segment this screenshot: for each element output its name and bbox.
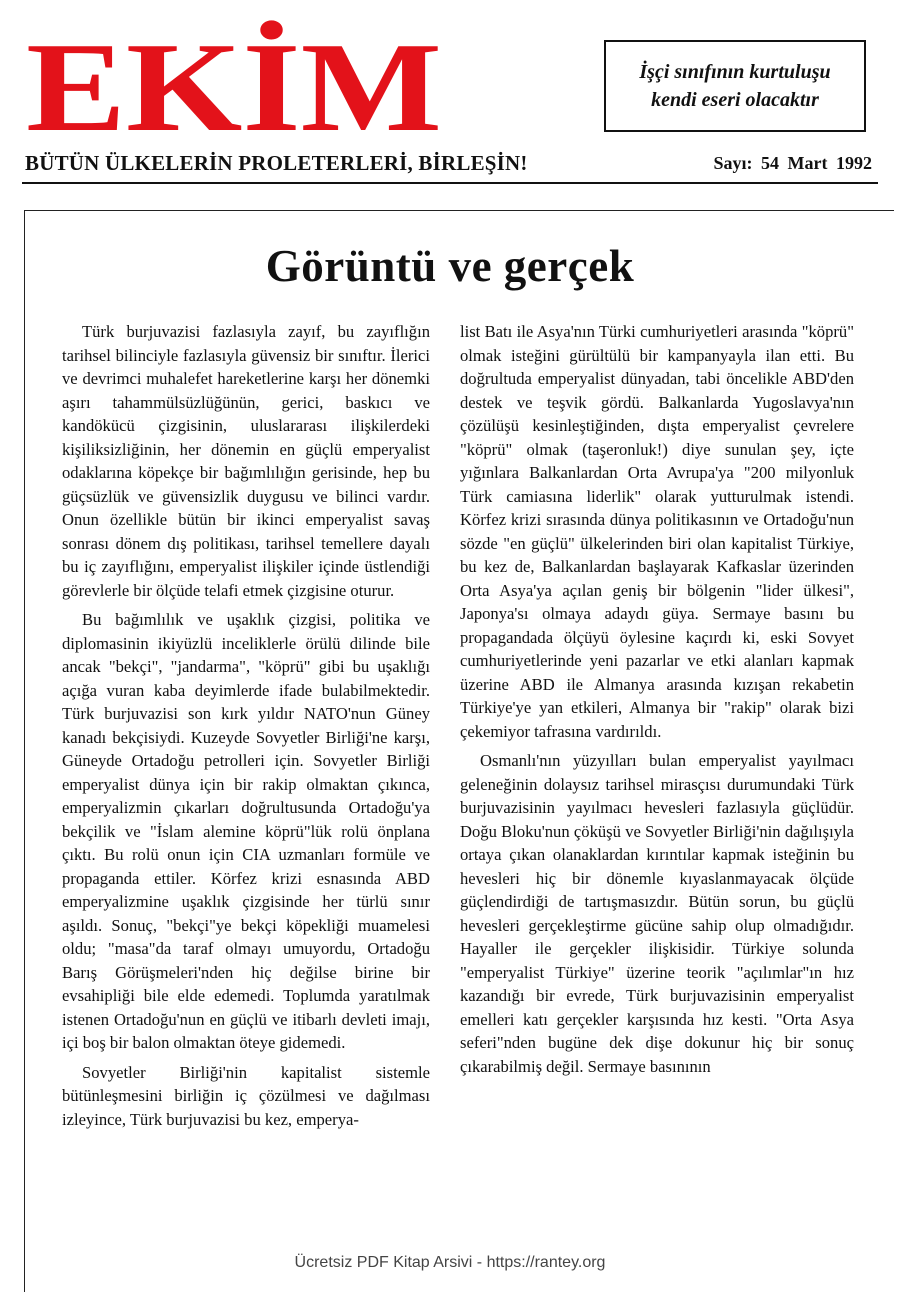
article-left-column [62, 320, 430, 1137]
footer-watermark: Ücretsiz PDF Kitap Arsivi - https://rantey.org [294, 1254, 606, 1271]
motto-line-2: kendi eseri olacaktır [651, 89, 819, 111]
paragraph: Türk burjuvazisi fazlasıyla zayıf, bu zayıflığın tarihsel bilinciyle fazlasıyla güvensiz bir sınıftır. İlerici ve devrimci muhalefet hareketlerine karşı her dönemki aşırı tahammülsüzlüğünün, gerici, baskıcı ve kandökücü çizgisinin, uluslararası ilişkilerdeki kişiliksizliğinin, her dönemin en güçlü emperyalist odaklarına köpekçe bir bağımlılığın gerisinde, hep bu güçsüzlük ve güvensizlik duygusu ve bilinci vardır. Onun özellikle bütün bir ikinci emperyalist savaş sonrası dönem dış politikası, tarihsel temellere dayalı bu iç zayıflığını, emperyalist ilişkiler içinde üstlendiği görevlerle bir ölçüde telafi etmek çizgisine oturur. [62, 322, 430, 600]
masthead-slogan: BÜTÜN ÜLKELERİN PROLETERLERİ, BİRLEŞİN! [25, 151, 528, 175]
article-right-column [460, 320, 854, 1084]
paragraph: list Batı ile Asya'nın Türki cumhuriyetleri arasında "köprü" olmak isteğini gürültülü bir kampanyayla ilan etti. Bu doğrultuda emperyalist dünyadan, tabi öncelikle ABD'den destek ve teşvik gördü. Balkanlarda Yugoslavya'nın çözülüşü kesinleştiğinden, dışta emperyalist çevrelere "köprü" olmak (taşeronluk!) diye sunulan şey, içte yığınlara Balkanlardan Orta Avrupa'ya "200 milyonluk Türk camiasına liderlik" olarak yutturulmak istendi. Körfez krizi sırasında dünya politikasının ve Ortadoğu'nun sözde "en güçlü" ülkelerinden biri olan kapitalist Türkiye, bu kez de, Balkanlardan başlayarak Kafkaslar üzerinden Orta Asya'ya açılan geniş bir bölgenin "lider ülkesi", Japonya'sı olmaya adaydı güya. Sermaye basını bu propagandada ölçüyü öylesine kaçırdı ki, eski Sovyet cumhuriyetlerinde yeni pazarlar ve etki alanları kapmak üzerine ABD ile Almanya arasında kızışan rekabetin Türkiye'ye yan etkileri, Almanya bir "rakip" olarak bizi çekemiyor tafrasına vardırıldı. [460, 322, 854, 741]
paragraph: Bu bağımlılık ve uşaklık çizgisi, politika ve diplomasinin ikiyüzlü inceliklerle örülü dilinde bile ancak "bekçi", "jandarma", "köprü" gibi bu uşaklığı açığa vuran kaba deyimlerde ifade bulabilmektedir. Türk burjuvazisi son kırk yıldır NATO'nun Güney kanadı bekçisiydi. Kuzeyde Sovyetler Birliği'ne karşı, Güneyde Ortadoğu petrolleri için. Sovyetler Birliği emperyalist dünya için bir rakip olmaktan çıkınca, emperyalizmin çıkarları doğrultusunda Ortadoğu'ya bekçilik ve "İslam alemine köprü"lük rolü önplana çıktı. Bu rolü onun için CIA uzmanları formüle ve propaganda ettiler. Körfez krizi esnasında ABD emperyalizmine uşaklık çizgisinde her türlü sınır aşıldı. Sonuç, "bekçi"ye bekçi köpekliği muamelesi oldu; "masa"da taraf olmayı umuyordu, Ortadoğu Barış Görüşmeleri'nden hiç değilse birine bir evsahipliği bile elde edemedi. Toplumda yaratılmak istenen Ortadoğu'nun en güçlü ve itibarlı devleti imajı, içi boş bir balon olmaktan öteye gidemedi. [62, 610, 430, 1052]
article-title: Görüntü ve gerçek [265, 241, 635, 291]
motto-line-1: İşçi sınıfının kurtuluşu [639, 61, 831, 83]
paragraph: Sovyetler Birliği'nin kapitalist sistemle bütünleşmesini birliğin iç çözülmesi ve dağılması izleyince, Türk burjuvazisi bu kez, emperya- [62, 1062, 430, 1129]
masthead-divider [22, 182, 878, 184]
motto-box [604, 40, 866, 132]
paragraph: Osmanlı'nın yüzyılları bulan emperyalist yayılmacı geleneğinin dolaysız tarihsel mirasçısı durumundaki Türk burjuvazisinin yayılmacı hevesleri fazlasıyla güçlüdür. Doğu Bloku'nun çöküşü ve Sovyetler Birliği'nin dağılışıyla ortaya çıkan olanaklardan kırıntılar kapmak isteğinin bu hevesleri hiç bir dönemle kıyaslanmayacak ölçüde güçlendirdiği de tartışmasızdır. Bütün sorun, bu güçlü hevesleri gerçekleştirme gücüne sahip olup olmadığıdır. Hayaller ile gerçekler ilişkisidir. Türkiye solunda "emperyalist Türkiye" üzerine teorik "açılımlar"ın hız kazandığı bir evrede, Türk burjuvazisinin emperyalist emelleri katı gerçekler karşısında hız kesti. "Orta Asya seferi"nden bugüne dek dişe dokunur hiç bir sonuç çıkarabilmiş değil. Sermaye basınının [460, 751, 854, 1076]
ekim-logo [26, 18, 446, 138]
logo-wordmark: EKİM [26, 18, 442, 138]
issue-info: Sayı: 54 Mart 1992 [713, 153, 872, 173]
